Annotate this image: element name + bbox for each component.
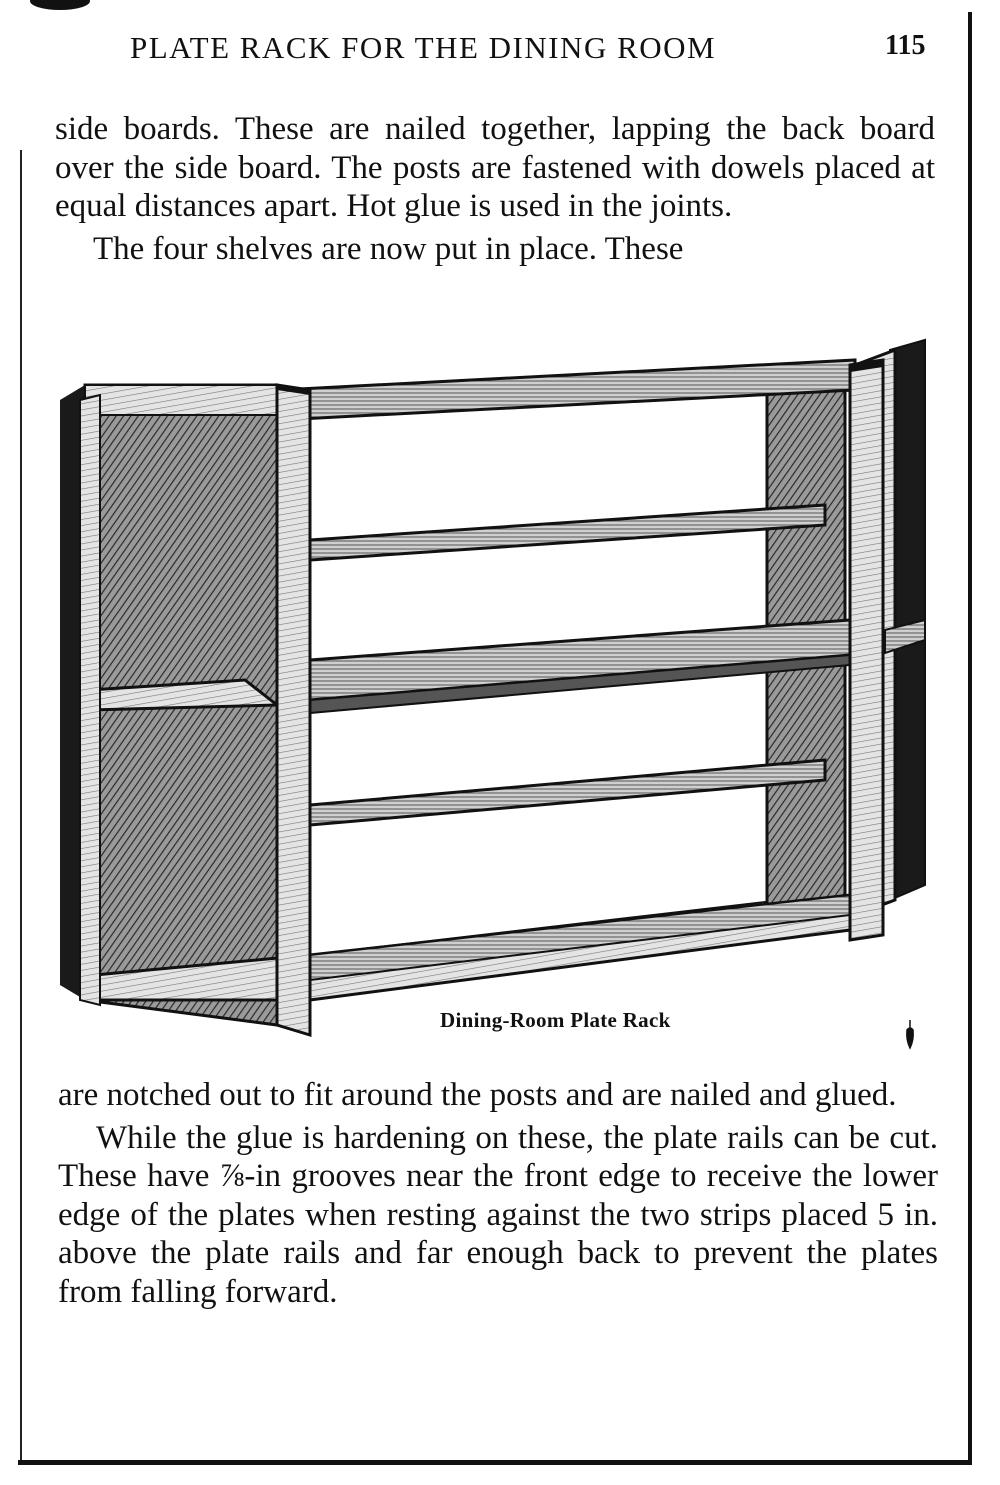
running-head bbox=[130, 30, 950, 70]
running-title: PLATE RACK FOR THE DINING ROOM bbox=[130, 30, 717, 65]
right-front-post bbox=[850, 360, 883, 940]
ink-blot bbox=[30, 0, 90, 10]
text-block-top bbox=[55, 110, 935, 268]
paragraph-1: side boards. These are nailed together, lapping the back board over the side board. The posts are fastened with dowels placed at equal distances apart. Hot glue is used in the joints. bbox=[55, 111, 935, 224]
left-front-post bbox=[277, 385, 310, 1035]
paragraph-2-end: are notched out to fit around the posts and are nailed and glued. bbox=[58, 1077, 897, 1113]
figure-caption: Dining-Room Plate Rack bbox=[440, 1008, 671, 1032]
ink-mark-icon bbox=[905, 1020, 915, 1050]
paragraph-3: While the glue is hardening on these, the plate rails can be cut. These have ⅞-in grooves near the front edge to receive the lower edge of the plates when resting against the two strips placed 5 in. above the plate rails and far enough back to prevent the plates from falling forward. bbox=[58, 1119, 938, 1310]
left-top-cap bbox=[85, 385, 277, 415]
page-border-bottom bbox=[18, 1460, 972, 1465]
text-block-bottom bbox=[58, 1076, 938, 1311]
plate-rack-illustration bbox=[55, 335, 935, 1050]
page-border-right bbox=[968, 12, 972, 1464]
page-border-left bbox=[20, 150, 22, 1460]
left-outer-post bbox=[80, 395, 100, 1005]
figure-plate-rack bbox=[55, 335, 935, 1050]
page-number: 115 bbox=[885, 30, 926, 61]
paragraph-2-start: The four shelves are now put in place. These bbox=[93, 230, 684, 267]
